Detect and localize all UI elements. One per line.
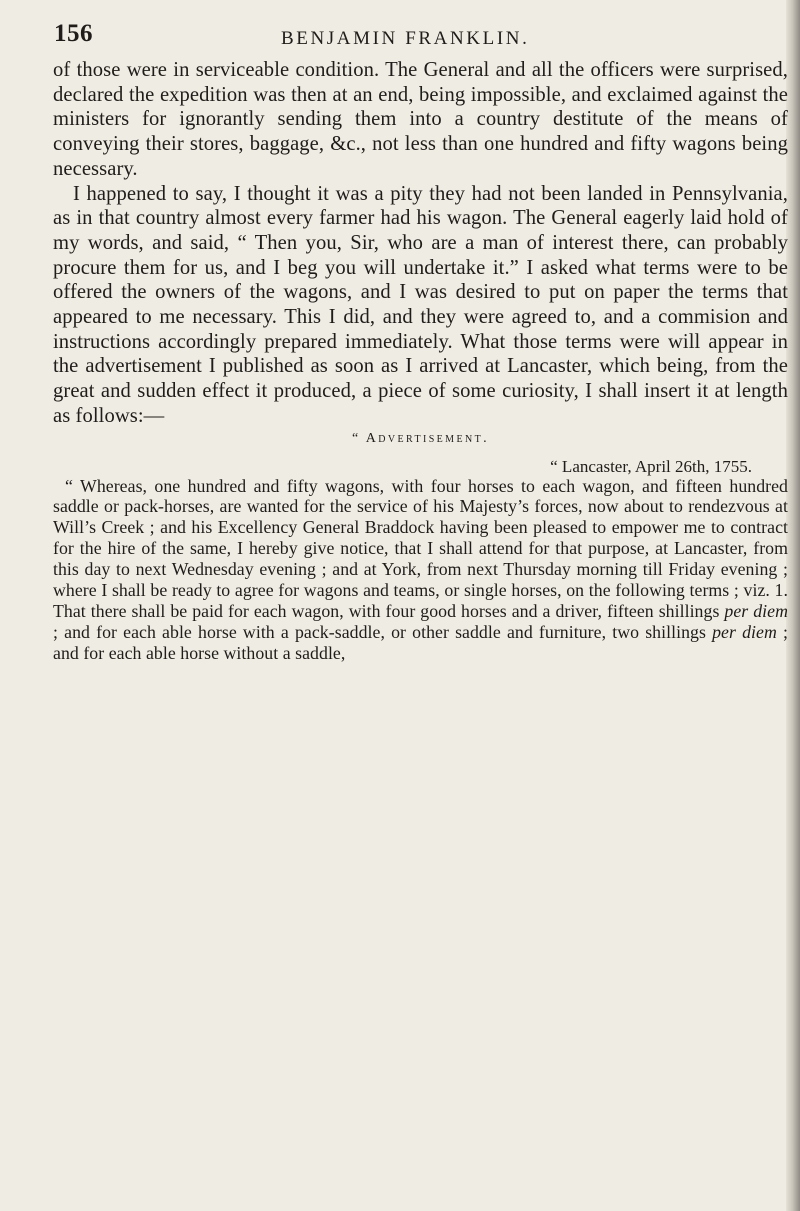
- advertisement-text-part-1: “ Whereas, one hundred and fifty wagons, with four horses to each wagon, and fifteen hundred saddle or pack-horses, are wanted for the service of his Majesty’s forces, now about to rendezvous at Will’s Creek ; and his Excellency General Braddock having been pleased to empower me to contract for the hire of the same, I hereby give notice, that I shall attend for that purpose, at Lancaster, from this day to next Wednesday evening ; and at York, from next Thursday morning till Friday evening ; where I shall be ready to agree for wagons and teams, or single horses, on the following terms ; viz. 1. That there shall be paid for each wagon, with four good horses and a driver, fifteen shillings: [53, 475, 788, 621]
- italic-per-diem-1: per diem: [724, 600, 788, 621]
- body-text: [53, 58, 788, 664]
- running-head: BENJAMIN FRANKLIN.: [281, 28, 530, 49]
- page-number: 156: [54, 20, 93, 47]
- advertisement-text-part-3: ; and for each able horse without a saddle,: [53, 621, 788, 663]
- paragraph-1: of those were in serviceable condition. The General and all the officers were surprised, declared the expedition was then at an end, being impossible, and exclaimed against the ministers for ignorantly sending them into a country destitute of the means of conveying their stores, baggage, &c., not less than one hundred and fifty wagons being necessary.: [53, 59, 788, 180]
- advertisement-text: [53, 476, 788, 664]
- paragraph-2: I happened to say, I thought it was a pity they had not been landed in Pennsylvania, as in that country almost every farmer had his wagon. The General eagerly laid hold of my words, and said, “ Then you, Sir, who are a man of interest there, can probably procure them for us, and I beg you will undertake it.” I asked what terms were to be offered the owners of the wagons, and I was desired to put on paper the terms that appeared to me necessary. This I did, and they were agreed to, and a commision and instructions accordingly prepared immediately. What those terms were will appear in the advertisement I published as soon as I arrived at Lancaster, which being, from the great and sudden effect it produced, a piece of some curiosity, I shall insert it at length as follows:—: [53, 182, 788, 427]
- italic-per-diem-2: per diem: [712, 621, 777, 642]
- advertisement-text-part-2: ; and for each able horse with a pack-saddle, or other saddle and furniture, two shillings: [53, 621, 713, 642]
- page-edge-shadow: [786, 0, 800, 1211]
- advertisement-dateline: “ Lancaster, April 26th, 1755.: [550, 456, 752, 476]
- advertisement-heading: “ Advertisement.: [351, 430, 489, 446]
